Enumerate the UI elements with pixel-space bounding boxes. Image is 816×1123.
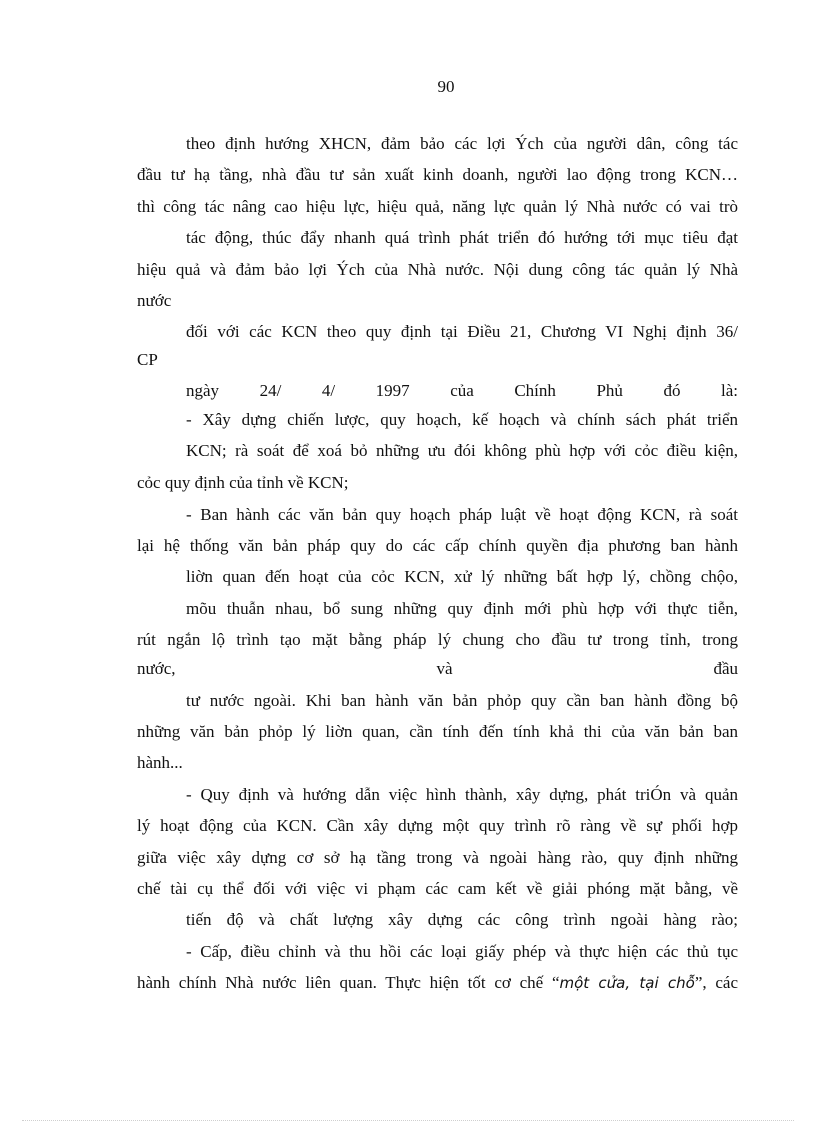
text-line: hành...: [137, 753, 183, 772]
text-line: giữa việc xây dựng cơ sở hạ tầng trong và ngoài hàng rào, quy định những: [137, 848, 738, 867]
page-number: 90: [437, 77, 455, 96]
text-line: rút ngắn lộ trình tạo mặt bằng pháp lý chung cho đầu tư trong tỉnh, trong: [137, 630, 738, 649]
text-line: tư nước ngoài. Khi ban hành văn bản phỏp quy cần ban hành đồng bộ: [186, 691, 738, 710]
text-line: nước: [137, 291, 172, 310]
page-bottom-rule: [22, 1120, 794, 1121]
text-line: đầu tư hạ tầng, nhà đầu tư sản xuất kinh doanh, người lao động trong KCN…: [137, 165, 738, 184]
italic-phrase: một cửa, tại chỗ: [559, 974, 695, 992]
text-line: CP: [137, 350, 158, 369]
text-line-last: [137, 973, 738, 993]
text-line: KCN; rà soát để xoá bỏ những ưu đói không phù hợp với cỏc điều kiện,: [186, 441, 738, 460]
text-line: nước, và đầu: [137, 659, 738, 678]
text-line: mõu thuẫn nhau, bổ sung những quy định mới phù hợp với thực tiễn,: [186, 599, 738, 618]
text-line: - Cấp, điều chỉnh và thu hồi các loại giấy phép và thực hiện các thủ tục: [186, 942, 738, 961]
text-line: chế tài cụ thể đối với việc vi phạm các cam kết về giải phóng mặt bằng, về: [137, 879, 738, 898]
text-line: những văn bản phỏp lý liờn quan, cần tính đến tính khả thi của văn bản ban: [137, 722, 738, 741]
text-segment: hành chính Nhà nước liên quan. Thực hiện tốt cơ chế “: [137, 973, 560, 992]
text-line: tác động, thúc đẩy nhanh quá trình phát triển đó hướng tới mục tiêu đạt: [186, 228, 738, 247]
text-line: - Quy định và hướng dẫn việc hình thành, xây dựng, phát triÓn và quản: [186, 785, 738, 804]
text-line: thì công tác nâng cao hiệu lực, hiệu quả, năng lực quản lý Nhà nước có vai trò: [137, 197, 738, 216]
text-line: - Xây dựng chiến lược, quy hoạch, kế hoạch và chính sách phát triển: [186, 410, 738, 429]
text-line: cỏc quy định của tỉnh về KCN;: [137, 473, 349, 492]
text-line: ngày 24/ 4/ 1997 của Chính Phủ đó là:: [186, 381, 738, 400]
text-line: đối với các KCN theo quy định tại Điều 21, Chương VI Nghị định 36/: [186, 322, 738, 341]
text-line: lý hoạt động của KCN. Cần xây dựng một quy trình rõ ràng về sự phối hợp: [137, 816, 738, 835]
text-line: theo định hướng XHCN, đảm bảo các lợi Ých của người dân, công tác: [186, 134, 738, 153]
text-line: - Ban hành các văn bản quy hoạch pháp luật về hoạt động KCN, rà soát: [186, 505, 738, 524]
text-segment: ”, các: [694, 973, 738, 992]
text-line: tiến độ và chất lượng xây dựng các công trình ngoài hàng rào;: [186, 910, 738, 929]
text-line: hiệu quả và đảm bảo lợi Ých của Nhà nước. Nội dung công tác quản lý Nhà: [137, 260, 738, 279]
text-line: lại hệ thống văn bản pháp quy do các cấp chính quyền địa phương ban hành: [137, 536, 738, 555]
text-line: liờn quan đến hoạt của cỏc KCN, xử lý những bất hợp lý, chồng chộo,: [186, 567, 738, 586]
